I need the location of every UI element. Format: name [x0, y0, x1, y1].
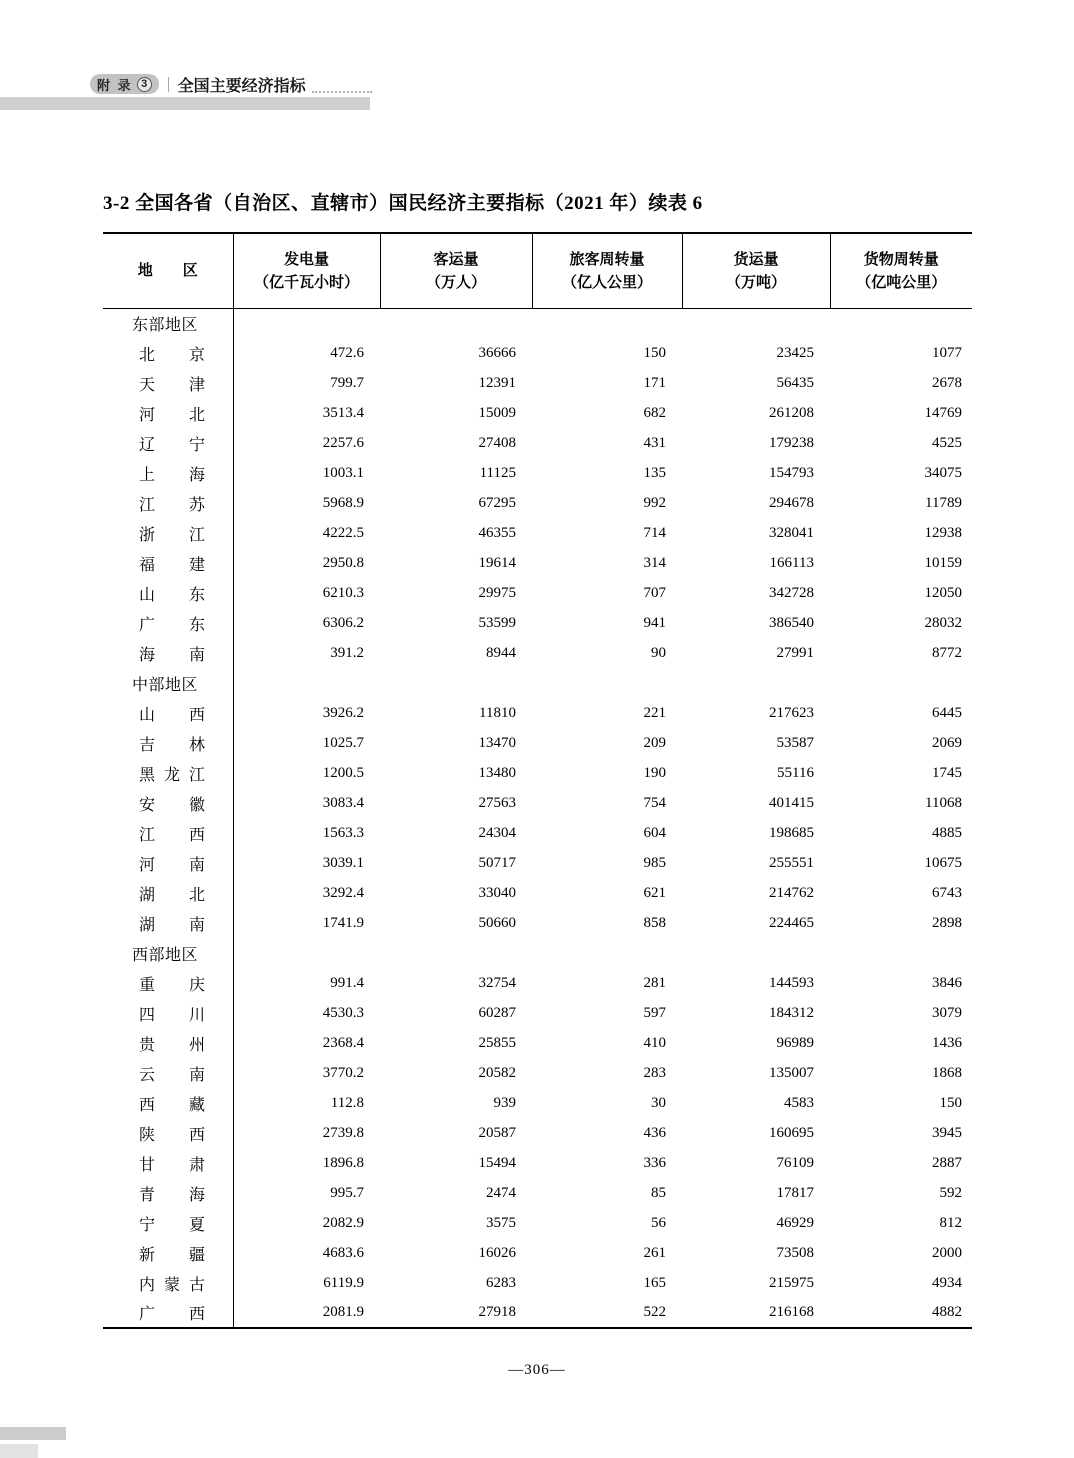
table-header [103, 233, 972, 308]
value-cell: 436 [643, 1124, 666, 1141]
value-cell: 20587 [478, 1124, 516, 1141]
value-cell: 11789 [925, 494, 962, 511]
value-cell: 150 [939, 1094, 962, 1111]
section-label: 西部地区 [132, 946, 199, 964]
value-cell: 32754 [478, 974, 516, 991]
region-label: 山西 [139, 706, 205, 724]
value-cell: 25855 [478, 1034, 516, 1051]
value-cell: 1745 [932, 764, 962, 781]
value-cell: 2069 [932, 734, 962, 751]
value-cell: 214762 [769, 884, 814, 901]
table-row [103, 878, 972, 908]
value-cell: 4885 [932, 824, 962, 841]
value-cell: 28032 [924, 614, 962, 631]
value-cell: 2081.9 [322, 1304, 364, 1320]
value-cell: 11810 [479, 704, 516, 721]
table-row [103, 1058, 972, 1088]
table-row [103, 758, 972, 788]
region-label: 湖北 [139, 886, 205, 904]
value-cell: 12391 [478, 374, 516, 391]
value-cell: 67295 [478, 494, 516, 511]
value-cell: 46355 [478, 524, 516, 541]
value-cell: 812 [939, 1214, 962, 1231]
section-row [103, 668, 972, 698]
region-label: 上海 [139, 466, 205, 484]
table-row [103, 968, 972, 998]
value-cell: 56 [651, 1214, 666, 1231]
region-label: 江苏 [139, 496, 205, 514]
region-label: 河南 [139, 856, 205, 874]
value-cell: 2368.4 [322, 1034, 364, 1051]
table-row [103, 1178, 972, 1208]
value-cell: 1436 [932, 1034, 962, 1051]
appendix-badge [90, 74, 159, 94]
value-cell: 5968.9 [322, 494, 364, 511]
value-cell [682, 938, 830, 968]
value-cell: 4934 [932, 1274, 962, 1291]
value-cell: 55116 [777, 764, 814, 781]
value-cell: 85 [651, 1184, 666, 1201]
value-cell: 73508 [776, 1244, 814, 1261]
value-cell: 3926.2 [322, 704, 364, 721]
value-cell [380, 938, 532, 968]
region-label: 江西 [139, 826, 205, 844]
value-cell: 6743 [932, 884, 962, 901]
value-cell: 8944 [486, 644, 516, 661]
header-decoration-band [0, 97, 370, 110]
table-row [103, 1118, 972, 1148]
value-cell: 221 [643, 704, 666, 721]
table-row [103, 698, 972, 728]
region-label: 湖南 [139, 916, 205, 934]
value-cell: 27408 [478, 434, 516, 451]
value-cell: 2898 [932, 914, 962, 931]
value-cell: 991.4 [330, 974, 364, 991]
value-cell: 314 [643, 554, 666, 571]
value-cell: 171 [643, 374, 666, 391]
table-row [103, 548, 972, 578]
column-header-freight-traffic: 货运量 （万吨） [682, 233, 830, 308]
footer-decoration-bar-2 [0, 1444, 38, 1458]
value-cell: 23425 [776, 344, 814, 361]
value-cell: 24304 [478, 824, 516, 841]
value-cell: 6306.2 [322, 614, 364, 631]
region-label: 重庆 [139, 976, 205, 994]
value-cell: 3945 [932, 1124, 962, 1141]
value-cell: 707 [643, 584, 666, 601]
table-row [103, 428, 972, 458]
value-cell: 3513.4 [322, 404, 364, 421]
value-cell: 10675 [924, 854, 962, 871]
value-cell: 939 [493, 1094, 516, 1111]
region-label: 辽宁 [139, 436, 205, 454]
value-cell: 941 [643, 614, 666, 631]
value-cell: 46929 [776, 1214, 814, 1231]
value-cell: 3770.2 [322, 1064, 364, 1081]
value-cell: 184312 [769, 1004, 814, 1021]
table-row [103, 1088, 972, 1118]
value-cell: 431 [643, 434, 666, 451]
value-cell [532, 938, 682, 968]
region-label: 内蒙古 [139, 1276, 205, 1294]
table-row [103, 1028, 972, 1058]
region-label: 甘肃 [139, 1156, 205, 1174]
table-row [103, 818, 972, 848]
value-cell [532, 668, 682, 698]
region-label: 北京 [139, 346, 205, 364]
value-cell: 4525 [932, 434, 962, 451]
footer-decoration-bar-1 [0, 1427, 66, 1440]
value-cell: 281 [643, 974, 666, 991]
value-cell: 2950.8 [322, 554, 364, 571]
region-label: 四川 [139, 1006, 205, 1024]
section-label: 东部地区 [132, 316, 199, 334]
value-cell: 17817 [776, 1184, 814, 1201]
appendix-badge-label: 附 录 [97, 77, 133, 93]
header-dotted-rule [312, 91, 372, 93]
value-cell: 2739.8 [322, 1124, 364, 1141]
table-row [103, 1148, 972, 1178]
value-cell: 27563 [478, 794, 516, 811]
value-cell: 985 [643, 854, 666, 871]
value-cell [233, 668, 380, 698]
value-cell: 714 [643, 524, 666, 541]
value-cell: 96989 [776, 1034, 814, 1051]
table-row [103, 848, 972, 878]
value-cell: 682 [643, 404, 666, 421]
value-cell: 592 [939, 1184, 962, 1201]
value-cell: 53599 [478, 614, 516, 631]
value-cell: 90 [651, 644, 666, 661]
value-cell: 3083.4 [322, 794, 364, 811]
value-cell: 12938 [924, 524, 962, 541]
value-cell: 410 [643, 1034, 666, 1051]
region-label: 山东 [139, 586, 205, 604]
value-cell: 6283 [486, 1274, 516, 1291]
value-cell: 33040 [478, 884, 516, 901]
value-cell: 144593 [769, 974, 814, 991]
statistics-table [103, 232, 972, 1329]
value-cell [233, 938, 380, 968]
region-label: 河北 [139, 406, 205, 424]
value-cell: 216168 [769, 1304, 814, 1320]
value-cell: 154793 [769, 464, 814, 481]
value-cell: 27918 [478, 1304, 516, 1320]
table-title: 3-2 全国各省（自治区、直辖市）国民经济主要指标（2021 年）续表 6 [103, 193, 703, 214]
region-label: 贵州 [139, 1036, 205, 1054]
value-cell: 29975 [478, 584, 516, 601]
value-cell: 76109 [776, 1154, 814, 1171]
value-cell: 1896.8 [322, 1154, 364, 1171]
table-row [103, 608, 972, 638]
value-cell: 150 [643, 344, 666, 361]
value-cell: 36666 [478, 344, 516, 361]
value-cell: 1868 [932, 1064, 962, 1081]
value-cell: 2257.6 [322, 434, 364, 451]
value-cell: 621 [643, 884, 666, 901]
column-header-passenger-traffic: 客运量 （万人） [380, 233, 532, 308]
value-cell: 6445 [932, 704, 962, 721]
value-cell: 3575 [486, 1214, 516, 1231]
value-cell: 6210.3 [322, 584, 364, 601]
value-cell: 50717 [478, 854, 516, 871]
column-header-region: 地 区 [103, 233, 233, 308]
value-cell [830, 308, 972, 338]
value-cell: 11068 [925, 794, 962, 811]
header-divider [168, 77, 169, 92]
value-cell: 13470 [478, 734, 516, 751]
table-row [103, 638, 972, 668]
value-cell: 224465 [769, 914, 814, 931]
value-cell: 6119.9 [323, 1274, 364, 1291]
value-cell: 60287 [478, 1004, 516, 1021]
region-label: 陕西 [139, 1126, 205, 1144]
value-cell: 50660 [478, 914, 516, 931]
value-cell: 294678 [769, 494, 814, 511]
value-cell: 995.7 [330, 1184, 364, 1201]
value-cell: 1563.3 [322, 824, 364, 841]
value-cell: 15009 [478, 404, 516, 421]
region-label: 天津 [139, 376, 205, 394]
value-cell: 190 [643, 764, 666, 781]
value-cell [830, 668, 972, 698]
value-cell: 12050 [924, 584, 962, 601]
value-cell: 217623 [769, 704, 814, 721]
value-cell: 992 [643, 494, 666, 511]
value-cell: 160695 [769, 1124, 814, 1141]
value-cell: 198685 [769, 824, 814, 841]
section-label: 中部地区 [132, 676, 199, 694]
page-number: —306— [508, 1362, 566, 1378]
value-cell [532, 308, 682, 338]
column-header-passenger-turnover: 旅客周转量 （亿人公里） [532, 233, 682, 308]
column-header-power-generation: 发电量 （亿千瓦小时） [233, 233, 380, 308]
value-cell: 56435 [776, 374, 814, 391]
value-cell: 165 [643, 1274, 666, 1291]
value-cell: 1200.5 [322, 764, 364, 781]
table-body [103, 308, 972, 1328]
value-cell: 1025.7 [322, 734, 364, 751]
table-row [103, 398, 972, 428]
value-cell: 386540 [769, 614, 814, 631]
value-cell: 215975 [769, 1274, 814, 1291]
value-cell: 4583 [784, 1094, 814, 1111]
value-cell [380, 308, 532, 338]
value-cell: 401415 [769, 794, 814, 811]
value-cell: 2000 [932, 1244, 962, 1261]
table-header-row [103, 233, 972, 308]
value-cell: 3039.1 [322, 854, 364, 871]
table-row [103, 1268, 972, 1298]
value-cell: 754 [643, 794, 666, 811]
region-label: 海南 [139, 646, 205, 664]
value-cell: 16026 [478, 1244, 516, 1261]
region-label: 安徽 [139, 796, 205, 814]
table-row [103, 338, 972, 368]
value-cell: 135007 [769, 1064, 814, 1081]
value-cell: 328041 [769, 524, 814, 541]
page-header [90, 72, 372, 96]
appendix-badge-number: 3 [137, 77, 152, 92]
value-cell: 179238 [769, 434, 814, 451]
value-cell: 3079 [932, 1004, 962, 1021]
value-cell: 19614 [478, 554, 516, 571]
value-cell: 391.2 [330, 644, 364, 661]
value-cell: 8772 [932, 644, 962, 661]
region-label: 广西 [139, 1306, 205, 1323]
value-cell: 261208 [769, 404, 814, 421]
table-row [103, 788, 972, 818]
value-cell: 1741.9 [322, 914, 364, 931]
value-cell: 20582 [478, 1064, 516, 1081]
value-cell: 597 [643, 1004, 666, 1021]
value-cell: 261 [643, 1244, 666, 1261]
value-cell: 2887 [932, 1154, 962, 1171]
running-head-title: 全国主要经济指标 [177, 77, 306, 95]
value-cell: 342728 [769, 584, 814, 601]
region-label: 福建 [139, 556, 205, 574]
region-label: 广东 [139, 616, 205, 634]
value-cell: 283 [643, 1064, 666, 1081]
table-row [103, 488, 972, 518]
value-cell [682, 308, 830, 338]
value-cell: 13480 [478, 764, 516, 781]
value-cell: 10159 [924, 554, 962, 571]
value-cell: 4222.5 [322, 524, 364, 541]
section-row [103, 938, 972, 968]
value-cell: 1077 [932, 344, 962, 361]
table-row [103, 1208, 972, 1238]
region-label: 西藏 [139, 1096, 205, 1114]
value-cell: 799.7 [330, 374, 364, 391]
value-cell [380, 668, 532, 698]
value-cell: 336 [643, 1154, 666, 1171]
value-cell [682, 668, 830, 698]
value-cell: 112.8 [330, 1094, 364, 1111]
table-row [103, 998, 972, 1028]
value-cell: 2082.9 [322, 1214, 364, 1231]
region-label: 宁夏 [139, 1216, 205, 1234]
table-row [103, 458, 972, 488]
table-row [103, 728, 972, 758]
value-cell: 166113 [769, 554, 814, 571]
value-cell: 255551 [769, 854, 814, 871]
value-cell: 2678 [932, 374, 962, 391]
value-cell: 27991 [776, 644, 814, 661]
region-label: 新疆 [139, 1246, 205, 1264]
region-label: 吉林 [139, 736, 205, 754]
value-cell: 30 [651, 1094, 666, 1111]
section-row [103, 308, 972, 338]
table-row [103, 518, 972, 548]
table-row [103, 368, 972, 398]
table-row [103, 1298, 972, 1328]
value-cell: 135 [643, 464, 666, 481]
value-cell [830, 938, 972, 968]
value-cell: 4882 [932, 1304, 962, 1320]
value-cell: 53587 [776, 734, 814, 751]
value-cell: 11125 [479, 464, 516, 481]
value-cell: 3292.4 [322, 884, 364, 901]
value-cell: 472.6 [330, 344, 364, 361]
value-cell [233, 308, 380, 338]
value-cell: 15494 [478, 1154, 516, 1171]
region-label: 云南 [139, 1066, 205, 1084]
value-cell: 34075 [924, 464, 962, 481]
value-cell: 4530.3 [322, 1004, 364, 1021]
value-cell: 604 [643, 824, 666, 841]
table-row [103, 578, 972, 608]
value-cell: 14769 [924, 404, 962, 421]
value-cell: 858 [643, 914, 666, 931]
value-cell: 522 [643, 1304, 666, 1320]
value-cell: 4683.6 [322, 1244, 364, 1261]
value-cell: 3846 [932, 974, 962, 991]
column-header-freight-turnover: 货物周转量 （亿吨公里） [830, 233, 972, 308]
region-label: 黑龙江 [139, 766, 205, 784]
table-row [103, 908, 972, 938]
table-row [103, 1238, 972, 1268]
region-label: 青海 [139, 1186, 205, 1204]
value-cell: 1003.1 [322, 464, 364, 481]
value-cell: 2474 [486, 1184, 516, 1201]
value-cell: 209 [643, 734, 666, 751]
region-label: 浙江 [139, 526, 205, 544]
